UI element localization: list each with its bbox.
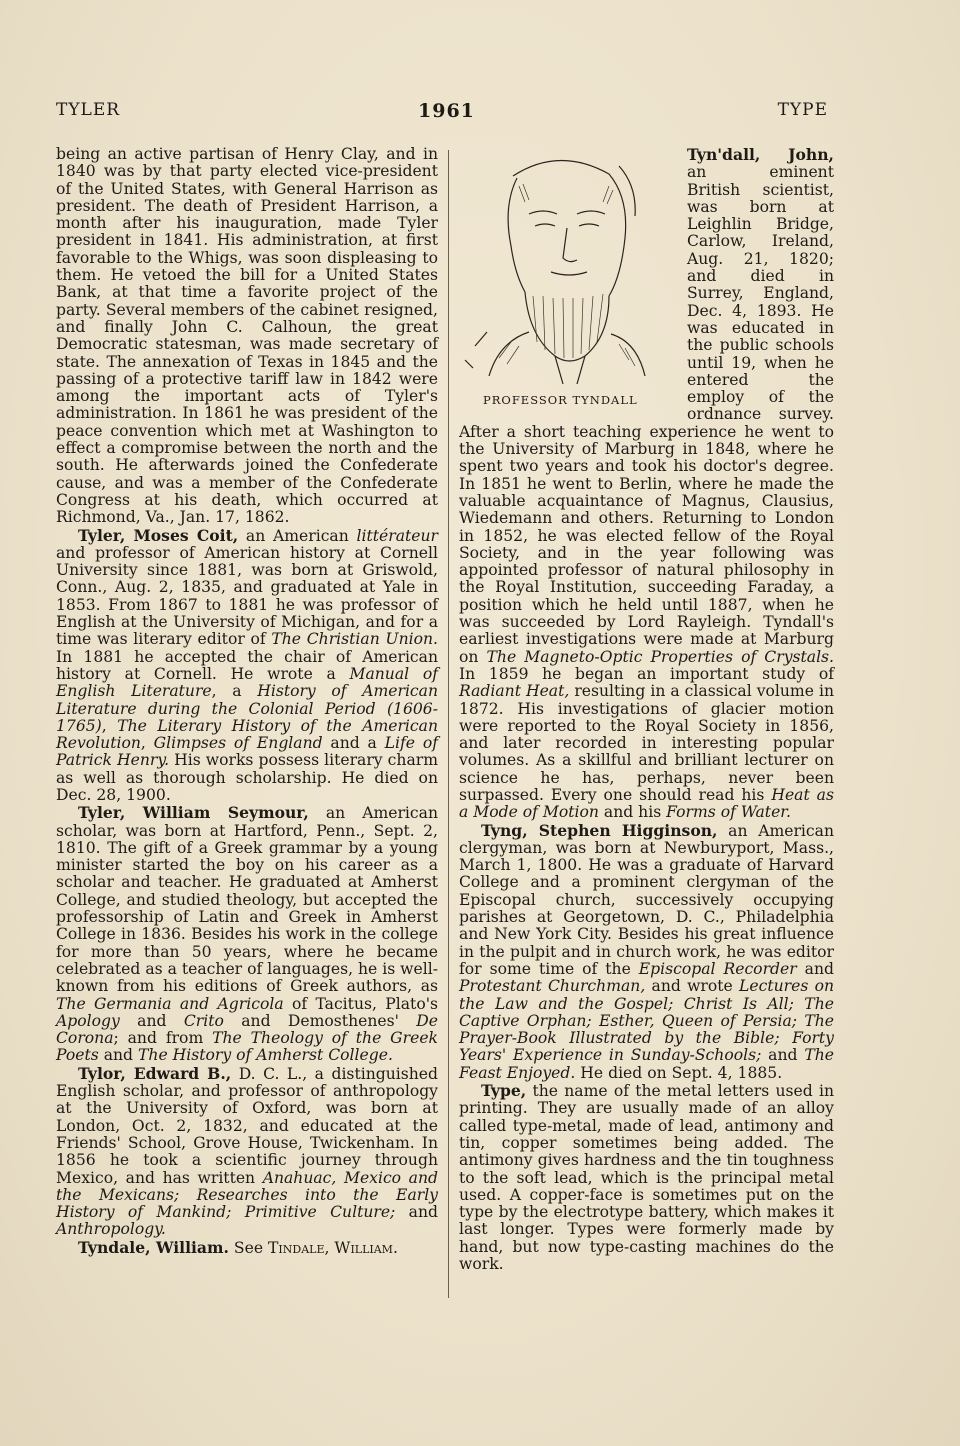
entry-headword: Tyler, Moses Coit, <box>78 525 239 545</box>
entry-tyler-moses-coit: Tyler, Moses Coit, an American littérateur and professor of American history at Cornell University since 1881, was born at Griswold, Conn., Aug. 2, 1835, and graduated at Yale in 1853. From 1867 to 1881 he was professor of English at the University of Michigan, and for a time was literary editor of The Christian Union. In 1881 he accepted the chair of American history at Cornell. He wrote a Manual of English Literature, a History of American Literature during the Colonial Period (1606-1765), The Literary History of the American Revolution, Glimpses of England and a Life of Patrick Henry. His works possess literary charm as well as thorough scholarship. He died on Dec. 28, 1900. <box>56 525 438 804</box>
column-divider <box>448 150 449 1298</box>
cross-reference: Tindale, William. <box>268 1238 398 1257</box>
portrait-caption: PROFESSOR TYNDALL <box>483 393 638 407</box>
running-head-left: TYLER <box>56 100 121 120</box>
entry-headword: Tyndale, William. <box>78 1237 229 1257</box>
portrait-figure <box>459 146 681 408</box>
entry-tylor-edward: Tylor, Edward B., D. C. L., a distinguished English scholar, and professor of anthropology at the University of Oxford, was born at London, Oct. 2, 1832, and educated at the Friends' School, Grove House, Twickenham. In 1856 he took a scientific journey through Mexico, and has written Anahuac, Mexico and the Mexicans; Researches into the Early History of Mankind; Primitive Culture; and Anthropology. <box>56 1063 439 1239</box>
tyler-john-continuation: being an active partisan of Henry Clay, and in 1840 was by that party elected vice-president of the United States, with General Harrison as president. The death of President Harrison, a month after his inauguration, made Tyler president in 1841. His administration, at first favorable to the Whigs, was soon displeasing to them. He vetoed the bill for a United States Bank, at that time a favorite project of the party. Several members of the cabinet resigned, and finally John C. Calhoun, the great Democratic statesman, was made secretary of state. The annexation of Texas in 1845 and the passing of a protective tariff law in 1842 were among the important acts of Tyler's administration. In 1861 he was president of the peace convention which met at Washington to effect a compromise between the north and the south. He afterwards joined the Confederate cause, and was a member of the Confederate Congress at his death, which occurred at Richmond, Va., Jan. 17, 1862. <box>56 145 438 527</box>
entry-tyndale-william: Tyndale, William. See Tindale, William. <box>78 1237 398 1257</box>
entry-headword: Type, <box>481 1081 527 1101</box>
tyndall-portrait-engraving <box>459 146 681 386</box>
entry-type: Type, the name of the metal letters used in printing. They are usually made of an alloy called type-metal, made of lead, antimony and tin, copper sometimes being added. The antimony gives hardness and the tin toughness to the soft lead, which is the principal metal used. A copper-face is sometimes put on the type by the electrotype battery, which makes it last longer. Types were formerly made by hand, but now type-casting machines do the work. <box>459 1081 834 1273</box>
entry-headword: Tyn'dall, John, <box>687 145 834 164</box>
entry-tyng-stephen: Tyng, Stephen Higginson, an American clergyman, was born at Newburyport, Mass., March 1, 1800. He was a graduate of Harvard College and a prominent clergyman of the Episcopal church, successively occupying parishes at Georgetown, D. C., Philadelphia and New York City. Besides his great influence in the pulpit and in church work, he was editor for some time of the Episcopal Recorder and Protestant Churchman, and wrote Lectures on the Law and the Gospel; Christ Is All; The Captive Orphan; Esther, Queen of Persia; The Prayer-Book Illustrated by the Bible; Forty Years' Experience in Sunday-Schools; and The Feast Enjoyed. He died on Sept. 4, 1885. <box>459 820 834 1082</box>
running-head-right: TYPE <box>777 100 828 120</box>
entry-headword: Tyng, Stephen Higginson, <box>481 820 718 840</box>
entry-headword: Tyler, William Seymour, <box>78 803 309 823</box>
entry-tyndall-john: Tyn'dall, John, PROFESSOR TYNDALL an eminent British scientist, was born at Leighlin Bridge, Carlow, Ireland, Aug. 21, 1820; and died in Surrey, England, Dec. 4, 1893. He was educated in the public schools until 19, when he entered the employ of the ordnance survey. After a short teaching experience he went to the University of Marburg in 1848, where he spent two years and took his doctor's degree. In 1851 he went to Berlin, where he made the valuable acquaintance of Magnus, Clausius, Wiedemann and others. Returning to London in 1852, he was elected fellow of the Royal Society, and in the year following was appointed professor of natural philosophy in the Royal Institution, succeeding Faraday, a position which he held until 1887, when he was succeeded by Lord Rayleigh. Tyndall's earliest investigations were made at Marburg on The Magneto-Optic Properties of Crystals. In 1859 he began an important study of Radiant Heat, resulting in a classical volume in 1872. His investigations of glacier motion were reported to the Royal Society in 1856, and later recorded in interesting popular volumes. As a skillful and brilliant lecturer on science he has, perhaps, never been surpassed. Every one should read his Heat as a Mode of Motion and his Forms of Water. <box>459 145 835 822</box>
entry-headword: Tylor, Edward B., <box>78 1063 232 1083</box>
entry-tyler-william-seymour: Tyler, William Seymour, an American scholar, was born at Hartford, Penn., Sept. 2, 1810. The gift of a Greek grammar by a young minister started the boy on his career as a scholar and teacher. He graduated at Amherst College, and studied theology, but accepted the professorship of Latin and Greek in Amherst College in 1836. Besides his work in the college for more than 50 years, where he became celebrated as a teacher of languages, he is well-known from his editions of Greek authors, as The Germania and Agricola of Tacitus, Plato's Apology and Crito and Demosthenes' De Corona; and from The Theology of the Greek Poets and The History of Amherst College. <box>56 803 438 1065</box>
page-number: 1961 <box>418 100 475 122</box>
left-column <box>56 146 438 1257</box>
right-column <box>459 146 834 1273</box>
